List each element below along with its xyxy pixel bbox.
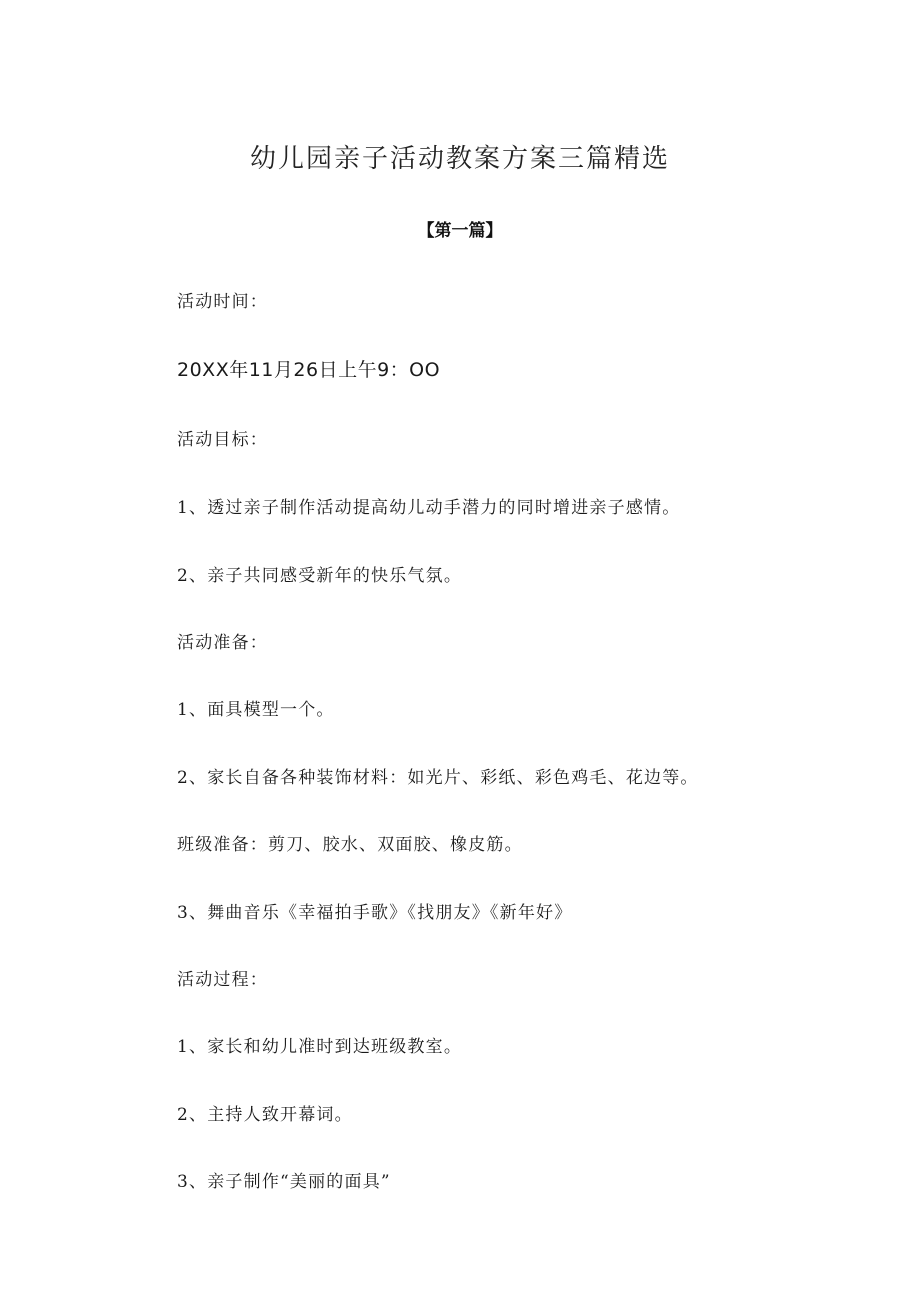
label-activity-time: 活动时间： bbox=[177, 292, 268, 312]
process-item-3: 3、亲子制作“美丽的面具” bbox=[177, 1172, 391, 1192]
prep-item-3: 3、舞曲音乐《幸福拍手歌》《找朋友》《新年好》 bbox=[177, 903, 573, 923]
label-activity-goals: 活动目标： bbox=[177, 430, 268, 450]
process-item-2: 2、主持人致开幕词。 bbox=[177, 1105, 353, 1125]
process-item-1: 1、家长和幼儿准时到达班级教室。 bbox=[177, 1037, 463, 1057]
document-title: 幼儿园亲子活动教案方案三篇精选 bbox=[249, 144, 670, 174]
goal-item-2: 2、亲子共同感受新年的快乐气氛。 bbox=[177, 566, 463, 586]
activity-datetime: 20XX年11月26日上午9：OO bbox=[177, 359, 441, 381]
goal-item-1: 1、透过亲子制作活动提高幼儿动手潜力的同时增进亲子感情。 bbox=[177, 498, 681, 518]
class-preparation: 班级准备：剪刀、胶水、双面胶、橡皮筋。 bbox=[177, 835, 523, 855]
prep-item-2: 2、家长自备各种装饰材料：如光片、彩纸、彩色鸡毛、花边等。 bbox=[177, 768, 699, 788]
prep-item-1: 1、面具模型一个。 bbox=[177, 700, 335, 720]
label-activity-preparation: 活动准备： bbox=[177, 633, 268, 653]
section-heading: 【第一篇】 bbox=[417, 221, 503, 241]
label-activity-process: 活动过程： bbox=[177, 970, 268, 990]
